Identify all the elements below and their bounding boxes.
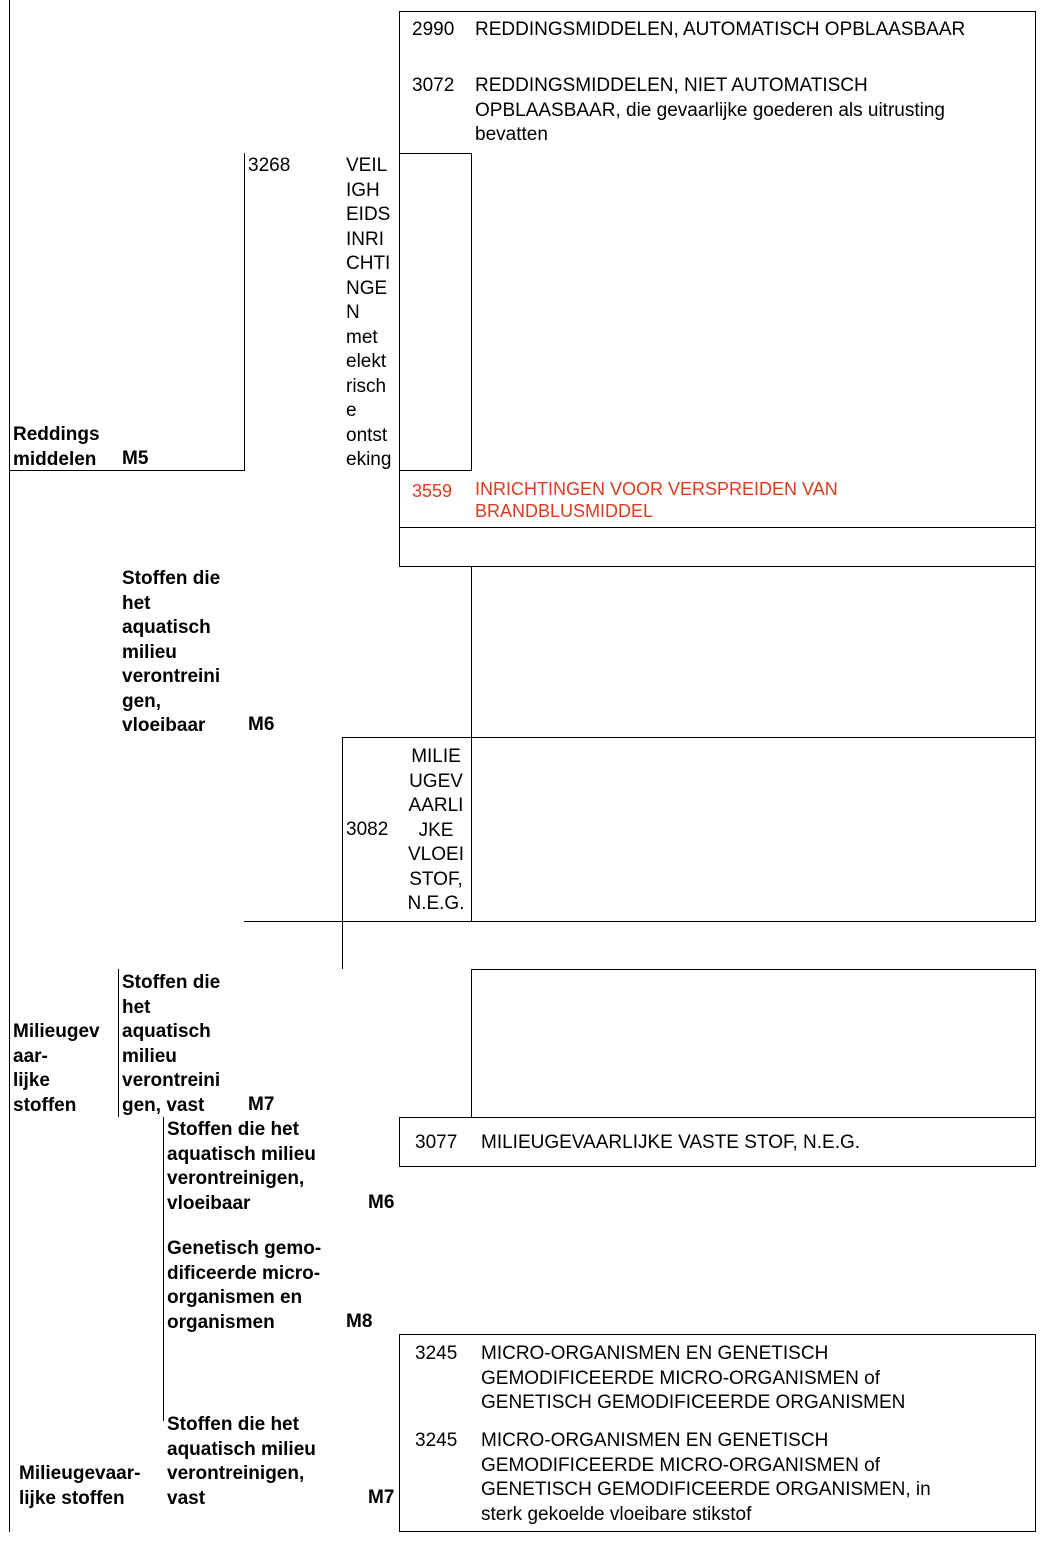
e3077-bottom [399, 1166, 1036, 1167]
inner-box-right [471, 153, 472, 471]
group-code: M7 [368, 1487, 395, 1508]
entry-name: REDDINGSMIDDELEN, AUTOMATISCH OPBLAASBAAR [475, 19, 966, 40]
group-label: Stoffen die het aquatisch milieu verontreini gen, vloeibaar [122, 568, 221, 736]
entry-name: MILIEUGEVAARLIJKE VASTE STOF, N.E.G. [481, 1132, 861, 1153]
group-code: M6 [248, 714, 275, 735]
e3245-left [399, 1334, 400, 1532]
entry-code: 3245 [415, 1343, 458, 1364]
inner-box-bottom [399, 470, 472, 471]
entry-code: 3082 [346, 819, 389, 840]
group-code: M5 [122, 448, 149, 469]
m7-cell-left [471, 969, 472, 1118]
group-label: Milieugev aar- lijke stoffen [13, 1021, 100, 1116]
group-code: M6 [368, 1192, 395, 1213]
e3245-right [1035, 1334, 1036, 1532]
entry-name: MICRO-ORGANISMEN EN GENETISCH GEMODIFICEERDE MICRO-ORGANISMEN of GENETISCH GEMODIFICEERDE ORGANISMEN, in sterk gekoelde vloeibare stikstof [481, 1430, 931, 1525]
row-divider [399, 566, 1036, 567]
entry-name: VEIL IGH EIDS INRI CHTI NGE N met elekt risch e ontst eking [346, 155, 392, 470]
bracket-3268-vertical [244, 153, 245, 471]
row-divider [399, 527, 1036, 528]
entry-code: 3077 [415, 1132, 458, 1153]
group-label: Stoffen die het aquatisch milieu verontreini gen, vast [122, 972, 221, 1116]
entry-code: 3268 [248, 155, 291, 176]
e3245-top [399, 1334, 1036, 1335]
e3245-bottom [399, 1531, 1036, 1532]
e3077-top [399, 1117, 1036, 1118]
entry-code: 2990 [412, 19, 455, 40]
group-label: Genetisch gemo- dificeerde micro- organismen en organismen [167, 1238, 322, 1333]
inner-box-top [399, 153, 472, 154]
entry-name: MICRO-ORGANISMEN EN GENETISCH GEMODIFICEERDE MICRO-ORGANISMEN of GENETISCH GEMODIFICEERDE ORGANISMEN [481, 1343, 906, 1413]
e3082-left [342, 737, 343, 969]
entry-code: 3245 [415, 1430, 458, 1451]
group-code: M8 [346, 1311, 373, 1332]
entry-name: REDDINGSMIDDELEN, NIET AUTOMATISCH OPBLAASBAAR, die gevaarlijke goederen als uitrusting bevatten [475, 75, 945, 145]
entry-name: MILIE UGEV AARLI JKE VLOEI STOF, N.E.G. [407, 746, 465, 914]
m7-cell-right [1035, 969, 1036, 1167]
group-label: Stoffen die het aquatisch milieu verontreinigen, vast [167, 1414, 316, 1509]
group-label: Milieugevaar- lijke stoffen [19, 1463, 141, 1509]
e3077-left [399, 1117, 400, 1167]
m6-bottom-line [244, 921, 1036, 922]
m6-row-divider [342, 737, 1036, 738]
group-label: Stoffen die het aquatisch milieu verontreinigen, vloeibaar [167, 1119, 316, 1214]
group-code: M7 [248, 1094, 275, 1115]
bracket-m7-vertical [118, 969, 119, 1117]
entry-code: 3072 [412, 75, 455, 96]
m6-cell-right [1035, 566, 1036, 922]
table-top-line [399, 11, 1036, 12]
group-label: Reddings middelen [13, 424, 100, 470]
left-border-line [9, 0, 10, 1532]
bracket-nested-vertical [163, 1117, 164, 1421]
table-left-line [399, 11, 400, 567]
entry-name: INRICHTINGEN VOOR VERSPREIDEN VAN BRANDBLUSMIDDEL [475, 479, 838, 521]
m7-cell-top [471, 969, 1036, 970]
table-right-line [1035, 11, 1036, 567]
entry-code: 3559 [412, 481, 453, 501]
